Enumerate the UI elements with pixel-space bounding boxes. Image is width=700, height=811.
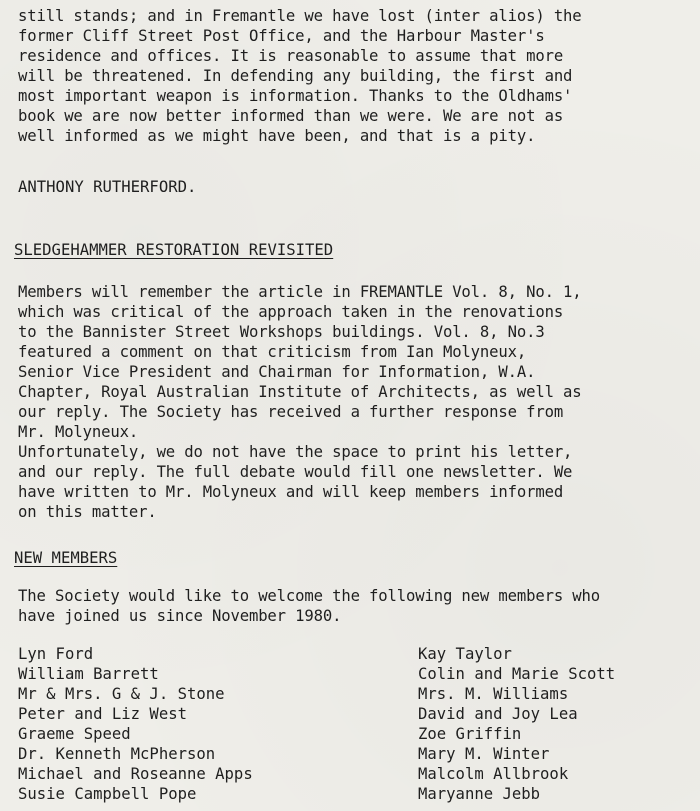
member-name: Lyn Ford (18, 645, 94, 663)
member-name: Malcolm Allbrook (418, 765, 569, 783)
member-name: Maryanne Jebb (418, 785, 541, 803)
member-name: William Barrett (18, 665, 159, 683)
member-name: Dr. Kenneth McPherson (18, 745, 216, 763)
member-name: Mary M. Winter (418, 745, 550, 763)
member-name: Colin and Marie Scott (418, 665, 616, 683)
new-members-heading: NEW MEMBERS (14, 549, 118, 567)
member-name: Graeme Speed (18, 725, 131, 743)
new-members-list (18, 644, 688, 804)
sledgehammer-paragraph-1: Members will remember the article in FREMANTLE Vol. 8, No. 1, which was critical of the approach taken in the renovations to the Bannister Street Workshops buildings. Vol. 8, No.3 featured a comment on that criticism from Ian Molyneux, Senior Vice President and Chairman for Information, W.A. Chapter, Royal Australian Institute of Architects, as well as our reply. The Society has received a further response from Mr. Molyneux. (18, 283, 582, 441)
member-name: Peter and Liz West (18, 705, 187, 723)
sledgehammer-heading: SLEDGEHAMMER RESTORATION REVISITED (14, 241, 334, 259)
sledgehammer-paragraph-2: Unfortunately, we do not have the space to print his letter, and our reply. The full debate would fill one newsletter. We have written to Mr. Molyneux and will keep members informed on this matter. (18, 443, 573, 521)
member-name: Mrs. M. Williams (418, 685, 569, 703)
member-name: Kay Taylor (418, 645, 512, 663)
member-name: Michael and Roseanne Apps (18, 765, 253, 783)
member-name: Mr & Mrs. G & J. Stone (18, 685, 225, 703)
new-members-intro: The Society would like to welcome the following new members who have joined us since November 1980. (18, 587, 601, 625)
member-name: David and Joy Lea (418, 705, 578, 723)
article-author: ANTHONY RUTHERFORD. (18, 178, 197, 196)
member-name: Susie Campbell Pope (18, 785, 197, 803)
article-closing-paragraph: still stands; and in Fremantle we have lost (inter alios) the former Cliff Street Post Office, and the Harbour Master's residence and offices. It is reasonable to assume that more will be threatened. In defending any building, the first and most important weapon is information. Thanks to the Oldhams' book we are now better informed than we were. We are not as well informed as we might have been, and that is a pity. (18, 7, 582, 145)
member-name: Zoe Griffin (418, 725, 522, 743)
